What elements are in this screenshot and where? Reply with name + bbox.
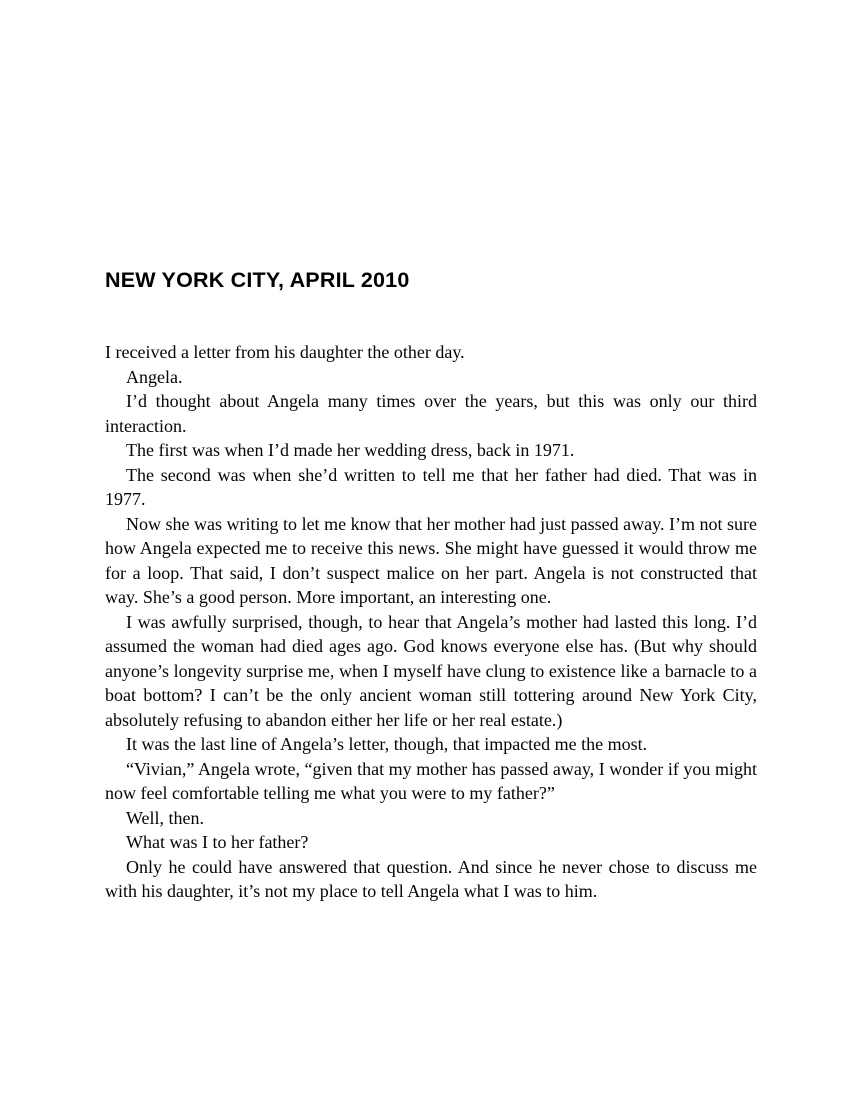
- paragraph: I received a letter from his daughter the other day.: [105, 342, 465, 362]
- paragraph: Angela.: [126, 366, 183, 387]
- paragraph: Only he could have answered that question. And since he never chose to discuss me with his daughter, it’s not my place to tell Angela what I was to him.: [105, 856, 757, 901]
- paragraph: The first was when I’d made her wedding dress, back in 1971.: [126, 440, 575, 460]
- paragraph: Now she was writing to let me know that her mother had just passed away. I’m not sure how Angela expected me to receive this news. She might have guessed it would throw me for a loop. That said, I don’t suspect malice on her part. Angela is not constructed that way. She’s a good person. More important, an interesting one.: [105, 513, 757, 607]
- chapter-heading: NEW YORK CITY, APRIL 2010: [105, 268, 410, 292]
- paragraph: What was I to her father?: [126, 832, 309, 852]
- paragraph: Well, then.: [126, 807, 205, 828]
- paragraph: “Vivian,” Angela wrote, “given that my mother has passed away, I wonder if you might now feel comfortable telling me what you were to my father?”: [105, 758, 757, 803]
- paragraph: The second was when she’d written to tell me that her father had died. That was in 1977.: [105, 464, 757, 509]
- paragraph: I’d thought about Angela many times over the years, but this was only our third interaction.: [105, 391, 757, 436]
- paragraph: I was awfully surprised, though, to hear that Angela’s mother had lasted this long. I’d assumed the woman had died ages ago. God knows everyone else has. (But why should anyone’s longevity surprise me, when I myself have clung to existence like a barnacle to a boat bottom? I can’t be the only ancient woman still tottering around New York City, absolutely refusing to abandon either her life or her real estate.): [105, 611, 757, 730]
- body-text: [105, 340, 757, 904]
- paragraph: It was the last line of Angela’s letter, though, that impacted me the most.: [126, 734, 648, 754]
